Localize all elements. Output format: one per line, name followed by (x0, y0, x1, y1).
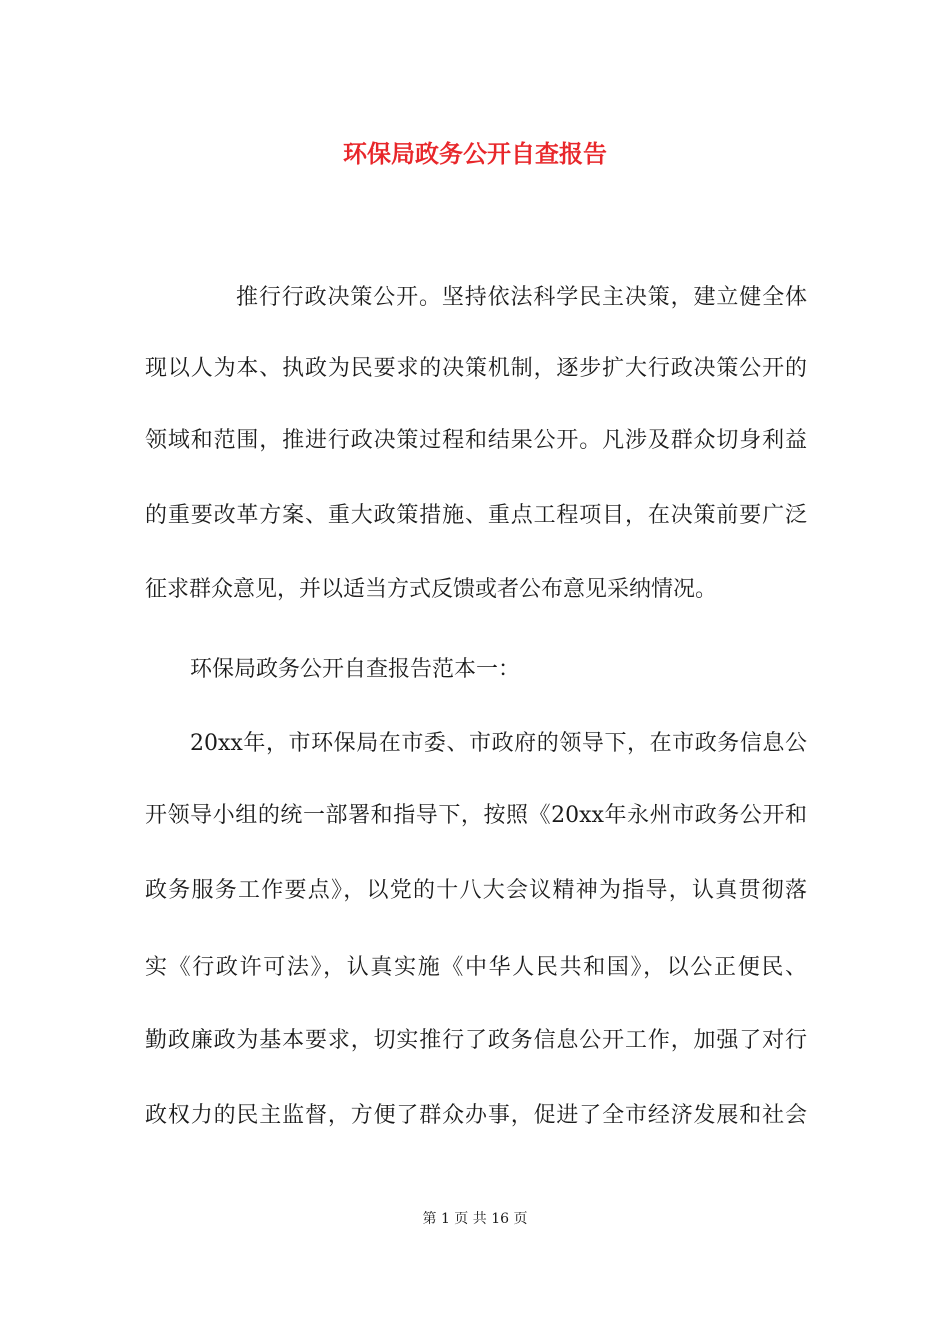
paragraph-line: 征求群众意见，并以适当方式反馈或者公布意见采纳情况。 (145, 577, 718, 602)
paragraph-line: 实《行政许可法》，认真实施《中华人民共和国》，以公正便民、 (145, 955, 807, 980)
paragraph-line: 勤政廉政为基本要求，切实推行了政务信息公开工作，加强了对行 (145, 1028, 807, 1053)
paragraph-line: 的重要改革方案、重大政策措施、重点工程项目，在决策前要广泛 (145, 503, 807, 528)
section-heading: 环保局政务公开自查报告范本一： (190, 657, 521, 682)
paragraph-line: 20xx年，市环保局在市委、市政府的领导下，在市政务信息公 (190, 731, 807, 756)
paragraph-line: 政务服务工作要点》，以党的十八大会议精神为指导，认真贯彻落 (145, 878, 807, 903)
document-title: 环保局政务公开自查报告 (343, 139, 607, 168)
paragraph-line: 推行行政决策公开。坚持依法科学民主决策，建立健全体 (236, 285, 807, 310)
paragraph-line: 现以人为本、执政为民要求的决策机制，逐步扩大行政决策公开的 (145, 356, 807, 381)
paragraph-line: 开领导小组的统一部署和指导下，按照《20xx年永州市政务公开和 (145, 803, 807, 828)
page-footer: 第 1 页 共 16 页 (422, 1211, 528, 1227)
paragraph-line: 领域和范围，推进行政决策过程和结果公开。凡涉及群众切身利益 (145, 428, 807, 453)
paragraph-line: 政权力的民主监督，方便了群众办事，促进了全市经济发展和社会 (145, 1103, 807, 1128)
